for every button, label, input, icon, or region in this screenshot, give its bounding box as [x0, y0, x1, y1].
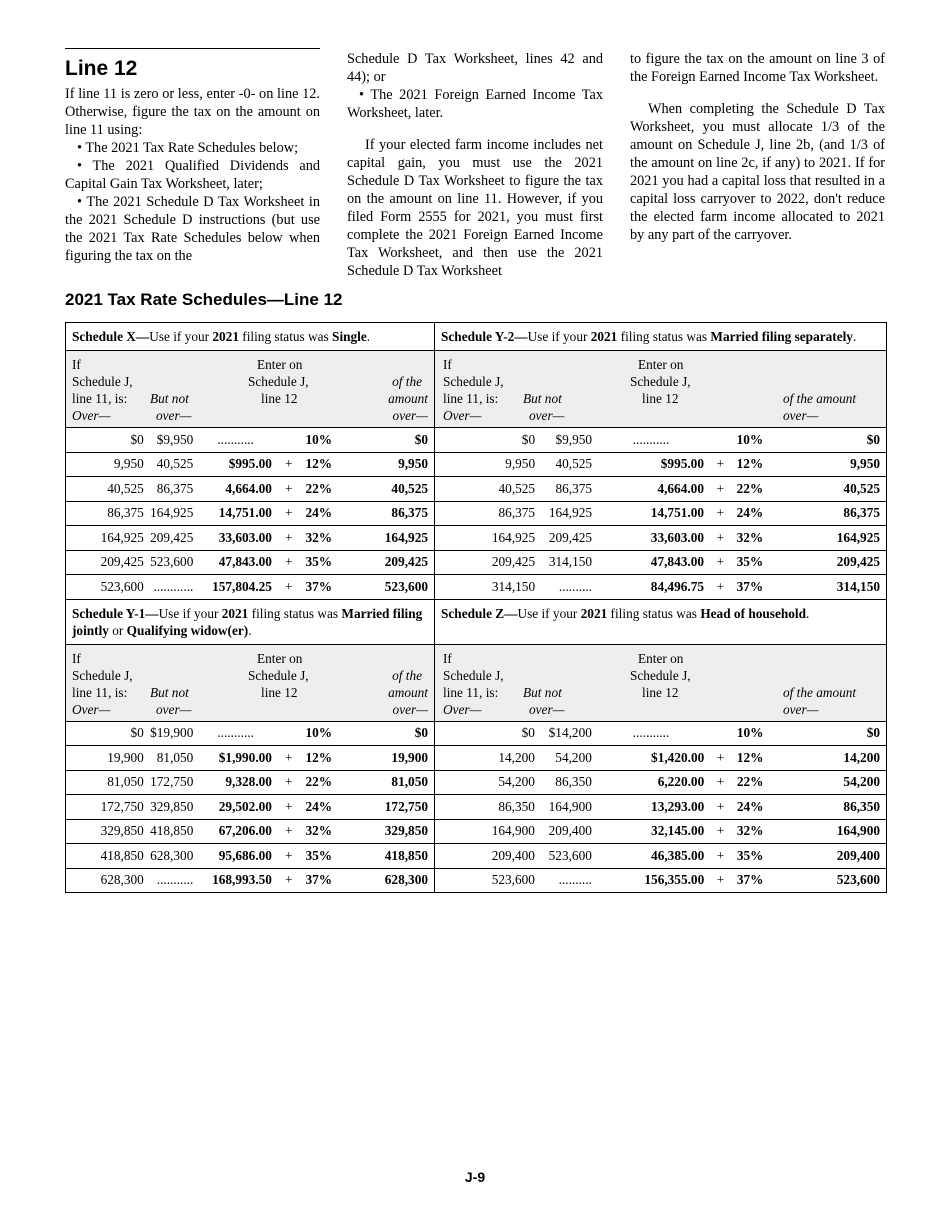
of-amount-over-cell: 40,525	[352, 477, 434, 502]
plus-cell	[710, 428, 731, 452]
over-cell: 172,750	[66, 795, 148, 820]
over-cell: 164,925	[435, 526, 539, 551]
of-amount-over-cell: 523,600	[836, 872, 880, 888]
schedule-x	[66, 323, 434, 599]
table-row	[66, 868, 434, 892]
table-row	[66, 795, 434, 820]
over-cell: 628,300	[100, 872, 144, 888]
tax-amount-cell: ...........	[193, 428, 278, 452]
table-row	[435, 770, 886, 795]
tax-amount-cell: 84,496.75	[650, 578, 704, 594]
but-not-over-cell: ..........	[558, 578, 593, 594]
plus-cell	[710, 722, 731, 746]
tax-amount-cell: 14,751.00	[592, 501, 710, 526]
intro-paragraph: If line 11 is zero or less, enter -0- on line 12. Otherwise, figure the tax on the amount on line 11 using:	[65, 86, 320, 138]
table-row	[435, 795, 886, 820]
rate-cell: 32%	[299, 819, 351, 844]
but-not-over-cell: 209,400	[539, 819, 592, 844]
over-cell: 209,425	[435, 550, 539, 575]
table-row	[435, 819, 886, 844]
plus-cell: +	[278, 452, 299, 477]
tax-amount-cell: 13,293.00	[592, 795, 710, 820]
but-not-over-cell: 314,150	[539, 550, 592, 575]
plus-cell: +	[710, 550, 731, 575]
but-not-over-cell: 523,600	[539, 844, 592, 869]
tax-amount-cell: $995.00	[193, 452, 278, 477]
over-cell: 9,950	[435, 452, 539, 477]
tax-amount-cell: 47,843.00	[193, 550, 278, 575]
rate-cell: 22%	[299, 477, 351, 502]
plus-cell: +	[710, 770, 731, 795]
tax-amount-cell: 33,603.00	[592, 526, 710, 551]
of-amount-over-cell: 9,950	[352, 452, 434, 477]
section-heading: Line 12	[65, 57, 138, 80]
plus-cell: +	[278, 477, 299, 502]
rate-table	[435, 428, 886, 599]
table-row	[66, 526, 434, 551]
over-cell: 209,400	[435, 844, 539, 869]
tax-amount-cell: 4,664.00	[592, 477, 710, 502]
plus-cell: +	[710, 526, 731, 551]
plus-cell: +	[278, 501, 299, 526]
rate-cell: 35%	[299, 844, 351, 869]
table-row	[435, 746, 886, 771]
table-row	[66, 722, 434, 746]
over-cell: 209,425	[66, 550, 148, 575]
tax-amount-cell: 67,206.00	[193, 819, 278, 844]
but-not-over-cell: 628,300	[148, 844, 194, 869]
tax-amount-cell: 168,993.50	[212, 872, 272, 888]
table-row	[66, 844, 434, 869]
rate-cell: 32%	[731, 819, 788, 844]
plus-cell: +	[710, 819, 731, 844]
rate-cell: 22%	[731, 770, 788, 795]
of-amount-over-cell: 164,925	[352, 526, 434, 551]
plus-cell: +	[284, 578, 293, 594]
tax-amount-cell: 29,502.00	[193, 795, 278, 820]
but-not-over-cell: ............	[153, 578, 194, 594]
but-not-over-cell: 209,425	[539, 526, 592, 551]
of-amount-over-cell: 523,600	[384, 578, 428, 594]
over-cell: 40,525	[66, 477, 148, 502]
continued-text: Schedule D Tax Worksheet, lines 42 and 44); or	[347, 51, 603, 85]
over-cell: $0	[435, 428, 539, 452]
of-amount-over-cell: 40,525	[788, 477, 886, 502]
but-not-over-cell: 54,200	[539, 746, 592, 771]
table-row	[435, 477, 886, 502]
plus-cell: +	[716, 578, 725, 594]
column-header: If Schedule J, line 11, is: Over— But not over— Enter on Schedule J, line 12 of the amount over—	[435, 645, 886, 722]
rate-table	[435, 722, 886, 893]
but-not-over-cell: 523,600	[148, 550, 194, 575]
tax-amount-cell: $1,420.00	[592, 746, 710, 771]
rate-cell: 10%	[731, 722, 788, 746]
of-amount-over-cell: 81,050	[352, 770, 434, 795]
rate-cell: 37%	[736, 578, 764, 594]
schedule-y2	[434, 323, 886, 599]
plus-cell	[278, 428, 299, 452]
over-cell: 329,850	[66, 819, 148, 844]
allocation-paragraph: When completing the Schedule D Tax Worksheet, you must allocate 1/3 of the amount on Schedule J, line 2b, (and 1/3 of the amount on line 2c, if any) to 2021. If for 2021 you had a capital loss that resulted in a capital loss carryover to 2022, don't reduce the elected farm income allocated to 2021 by any part of the carryover.	[630, 101, 885, 243]
schedule-title: Schedule Y-2—Use if your 2021 filing status was Married filing separately.	[435, 323, 886, 351]
but-not-over-cell: 418,850	[148, 819, 194, 844]
rate-cell: 24%	[299, 501, 351, 526]
bullet-item: • The 2021 Foreign Earned Income Tax Worksheet, later.	[347, 87, 603, 121]
but-not-over-cell: 86,375	[539, 477, 592, 502]
but-not-over-cell: 164,900	[539, 795, 592, 820]
schedule-title: Schedule X—Use if your 2021 filing status was Single.	[66, 323, 434, 351]
rate-cell: 37%	[305, 578, 333, 594]
tax-amount-cell: 32,145.00	[592, 819, 710, 844]
bullet-item: • The 2021 Qualified Dividends and Capital Gain Tax Worksheet, later;	[65, 158, 320, 192]
rate-cell: 22%	[731, 477, 788, 502]
continued-text: to figure the tax on the amount on line 3 of the Foreign Earned Income Tax Worksheet.	[630, 51, 885, 85]
plus-cell: +	[278, 770, 299, 795]
over-cell: $0	[66, 722, 148, 746]
over-cell: 86,350	[435, 795, 539, 820]
rate-cell: 35%	[731, 844, 788, 869]
plus-cell: +	[278, 819, 299, 844]
of-amount-over-cell: $0	[788, 722, 886, 746]
table-row	[66, 770, 434, 795]
column-header: If Schedule J, line 11, is: Over— But not over— Enter on Schedule J, line 12 of the amount over—	[66, 351, 434, 428]
schedule-title: Schedule Y-1—Use if your 2021 filing status was Married filing jointly or Qualifying widow(er).	[66, 600, 434, 645]
table-row	[66, 746, 434, 771]
of-amount-over-cell: 172,750	[352, 795, 434, 820]
but-not-over-cell: 40,525	[148, 452, 194, 477]
plus-cell: +	[278, 795, 299, 820]
of-amount-over-cell: $0	[352, 428, 434, 452]
tax-amount-cell: 47,843.00	[592, 550, 710, 575]
tax-amount-cell: 33,603.00	[193, 526, 278, 551]
table-row	[66, 819, 434, 844]
of-amount-over-cell: 209,425	[788, 550, 886, 575]
but-not-over-cell: 329,850	[148, 795, 194, 820]
of-amount-over-cell: 14,200	[788, 746, 886, 771]
over-cell: 81,050	[66, 770, 148, 795]
of-amount-over-cell: 9,950	[788, 452, 886, 477]
over-cell: $0	[66, 428, 148, 452]
plus-cell: +	[710, 844, 731, 869]
rate-cell: 10%	[299, 428, 351, 452]
plus-cell: +	[278, 550, 299, 575]
text-column-2	[347, 50, 603, 280]
of-amount-over-cell: 86,350	[788, 795, 886, 820]
but-not-over-cell: 86,350	[539, 770, 592, 795]
column-header: If Schedule J, line 11, is: Over— But not over— Enter on Schedule J, line 12 of the amount over—	[435, 351, 886, 428]
of-amount-over-cell: 628,300	[384, 872, 428, 888]
of-amount-over-cell: 209,425	[352, 550, 434, 575]
but-not-over-cell: $19,900	[148, 722, 194, 746]
tax-amount-cell: ...........	[193, 722, 278, 746]
rate-cell: 35%	[299, 550, 351, 575]
but-not-over-cell: ...........	[156, 872, 194, 888]
rate-cell: 24%	[731, 795, 788, 820]
schedule-title: Schedule Z—Use if your 2021 filing status was Head of household.	[435, 600, 886, 645]
rate-cell: 37%	[305, 872, 333, 888]
tax-amount-cell: 157,804.25	[212, 578, 272, 594]
plus-cell	[278, 722, 299, 746]
over-cell: 523,600	[100, 578, 144, 594]
bullet-item: • The 2021 Schedule D Tax Worksheet in the 2021 Schedule D instructions (but use the 2021 Tax Rate Schedules below when figuring the tax on the	[65, 194, 320, 264]
rate-cell: 12%	[731, 746, 788, 771]
over-cell: 314,150	[491, 578, 536, 594]
tax-amount-cell: 14,751.00	[193, 501, 278, 526]
schedule-z	[434, 600, 886, 893]
of-amount-over-cell: 164,925	[788, 526, 886, 551]
over-cell: 86,375	[66, 501, 148, 526]
of-amount-over-cell: 164,900	[788, 819, 886, 844]
over-cell: 523,600	[491, 872, 535, 888]
plus-cell: +	[710, 477, 731, 502]
table-row	[435, 722, 886, 746]
table-row	[435, 575, 886, 599]
of-amount-over-cell: 314,150	[836, 578, 880, 594]
plus-cell: +	[278, 526, 299, 551]
column-header: If Schedule J, line 11, is: Over— But not over— Enter on Schedule J, line 12 of the amount over—	[66, 645, 434, 722]
tax-amount-cell: 46,385.00	[592, 844, 710, 869]
plus-cell: +	[710, 795, 731, 820]
table-row	[66, 550, 434, 575]
tax-amount-cell: 4,664.00	[193, 477, 278, 502]
of-amount-over-cell: 54,200	[788, 770, 886, 795]
table-row	[66, 575, 434, 599]
rate-cell: 24%	[731, 501, 788, 526]
tax-amount-cell: ...........	[592, 428, 710, 452]
over-cell: 164,900	[435, 819, 539, 844]
of-amount-over-cell: $0	[788, 428, 886, 452]
schedule-y1	[66, 600, 434, 893]
of-amount-over-cell: 329,850	[352, 819, 434, 844]
but-not-over-cell: 81,050	[148, 746, 194, 771]
over-cell: 418,850	[66, 844, 148, 869]
table-row	[435, 428, 886, 452]
of-amount-over-cell: 19,900	[352, 746, 434, 771]
of-amount-over-cell: 209,400	[788, 844, 886, 869]
but-not-over-cell: 86,375	[148, 477, 194, 502]
of-amount-over-cell: 418,850	[352, 844, 434, 869]
rate-table	[66, 428, 434, 599]
but-not-over-cell: 209,425	[148, 526, 194, 551]
tax-amount-cell: 6,220.00	[592, 770, 710, 795]
over-cell: 19,900	[66, 746, 148, 771]
rate-cell: 10%	[731, 428, 788, 452]
but-not-over-cell: $9,950	[148, 428, 194, 452]
tax-amount-cell: 156,355.00	[644, 872, 705, 888]
farm-income-paragraph: If your elected farm income includes net capital gain, you must use the 2021 Schedule D Tax Worksheet to figure the tax on the amount on line 11. However, if you filed Form 2555 for 2021, you must first complete the 2021 Foreign Earned Income Tax Worksheet, and then use the 2021 Schedule D Tax Worksheet	[347, 137, 603, 279]
text-column-1	[65, 48, 320, 265]
plus-cell: +	[716, 872, 725, 888]
table-row	[435, 868, 886, 892]
but-not-over-cell: 40,525	[539, 452, 592, 477]
over-cell: 9,950	[66, 452, 148, 477]
plus-cell: +	[278, 746, 299, 771]
rate-cell: 12%	[299, 452, 351, 477]
but-not-over-cell: ..........	[558, 872, 592, 888]
rate-cell: 35%	[731, 550, 788, 575]
tax-amount-cell: ...........	[592, 722, 710, 746]
over-cell: 54,200	[435, 770, 539, 795]
rate-cell: 32%	[731, 526, 788, 551]
over-cell: 164,925	[66, 526, 148, 551]
tax-amount-cell: $995.00	[592, 452, 710, 477]
plus-cell: +	[710, 452, 731, 477]
but-not-over-cell: $14,200	[539, 722, 592, 746]
table-row	[66, 452, 434, 477]
tax-rate-schedules	[65, 322, 887, 893]
of-amount-over-cell: $0	[352, 722, 434, 746]
of-amount-over-cell: 86,375	[788, 501, 886, 526]
but-not-over-cell: 164,925	[539, 501, 592, 526]
page-number: J-9	[464, 1169, 486, 1185]
table-row	[66, 428, 434, 452]
plus-cell: +	[710, 501, 731, 526]
but-not-over-cell: 164,925	[148, 501, 194, 526]
over-cell: 40,525	[435, 477, 539, 502]
rate-cell: 10%	[299, 722, 351, 746]
rate-cell: 12%	[299, 746, 351, 771]
over-cell: $0	[435, 722, 539, 746]
tax-amount-cell: 9,328.00	[193, 770, 278, 795]
but-not-over-cell: 172,750	[148, 770, 194, 795]
rate-cell: 12%	[731, 452, 788, 477]
over-cell: 14,200	[435, 746, 539, 771]
table-row	[66, 501, 434, 526]
tax-amount-cell: 95,686.00	[193, 844, 278, 869]
tax-amount-cell: $1,990.00	[193, 746, 278, 771]
table-row	[435, 550, 886, 575]
rate-table	[66, 722, 434, 893]
table-title: 2021 Tax Rate Schedules—Line 12	[65, 290, 343, 309]
bullet-item: • The 2021 Tax Rate Schedules below;	[77, 140, 299, 156]
rate-cell: 37%	[736, 872, 764, 888]
table-row	[435, 501, 886, 526]
plus-cell: +	[284, 872, 293, 888]
table-row	[435, 526, 886, 551]
text-column-3	[630, 50, 885, 244]
rate-cell: 22%	[299, 770, 351, 795]
rate-cell: 32%	[299, 526, 351, 551]
but-not-over-cell: $9,950	[539, 428, 592, 452]
of-amount-over-cell: 86,375	[352, 501, 434, 526]
table-row	[435, 452, 886, 477]
table-row	[66, 477, 434, 502]
plus-cell: +	[278, 844, 299, 869]
plus-cell: +	[710, 746, 731, 771]
heading-rule	[65, 48, 320, 49]
rate-cell: 24%	[299, 795, 351, 820]
over-cell: 86,375	[435, 501, 539, 526]
table-row	[435, 844, 886, 869]
